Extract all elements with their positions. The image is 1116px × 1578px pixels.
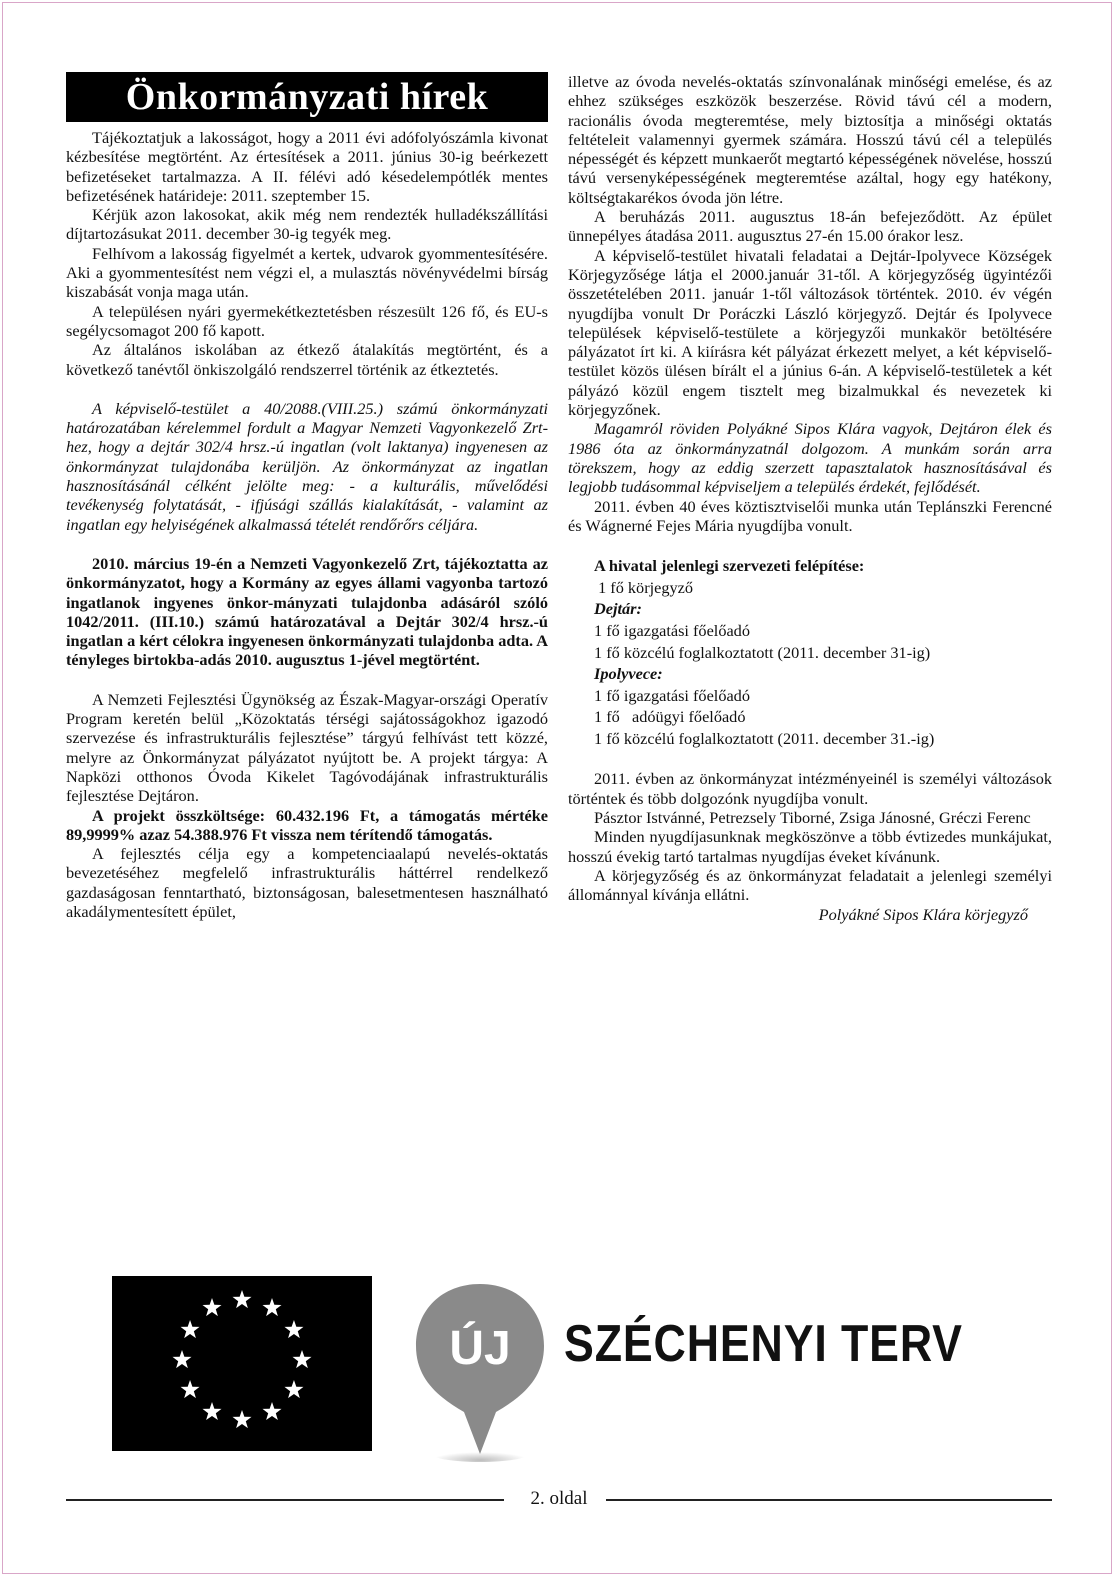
paragraph: Minden nyugdíjasunknak megköszönve a több évtizedes munkájukat, hosszú évekig tartó tartalmas nyugdíjas éveket kívánunk. (568, 827, 1052, 866)
pin-text: ÚJ (449, 1322, 511, 1375)
left-column (66, 72, 548, 921)
italic-paragraph: Magamról röviden Polyákné Sipos Klára vagyok, Dejtáron élek és 1986 óta az önkormányzatnál dolgozom. A munkám során arra törekszem, hogy az eddig szerzett tapasztalatok hasznosításával és legjobb tudásommal képviseljem a település érdekét, fejlődését. (568, 419, 1052, 497)
org-label-ipolyvece: Ipolyvece: (594, 664, 663, 684)
eu-flag-icon (112, 1276, 372, 1451)
section-title: Önkormányzati hírek (66, 72, 548, 122)
star-icon (172, 1350, 191, 1368)
star-icon (181, 1320, 200, 1338)
paragraph: A képviselő-testület hivatali feladatai a Dejtár-Ipolyvece Községek Körjegyzősége látja el 2000.január 31-től. A körjegyzőség ügyintézői összetételében 2011. január 1-től változások történtek. 2010. év végén nyugdíjba vonult Dr Poráczki László körjegyző. Dejtár és Ipolyvece települések képviselő-testülete a körjegyzői munkakör betöltésére pályázatot írt ki. A kiírásra két pályázat érkezett melyet, a két képviselő-testület közös ülésen bírált el a június 6-án. A képviselő-testületek a két pályázó közül engem tisztelt meg bizalmukkal és nevezetek ki körjegyzőnek. (568, 245, 1052, 420)
org-item: 1 fő közcélú foglalkoztatott (2011. december 31-ig) (594, 642, 931, 662)
goal-paragraph: A fejlesztés célja egy a kompetenciaalapú nevelés-oktatás bevezetéséhez megfelelő infrastrukturális háttérrel rendelkező gazdaságosan fenntartható, biztonságosan, balesetmentesen használható akadálymentesített épület, (66, 844, 548, 921)
star-icon (292, 1350, 311, 1368)
star-icon (262, 1402, 281, 1420)
org-item: 1 fő igazgatási főelőadó (594, 620, 750, 640)
italic-paragraph: A képviselő-testület a 40/2088.(VIII.25.) számú önkormányzati határozatában kérelemmel fordult a Magyar Nemzeti Vagyonkezelő Zrt-hez, hogy a dejtár 302/4 hrsz.-ú ingatlan (volt laktanya) ingyenesen az önkormányzat tulajdonába kerüljön. Az önkormányzat az ingatlan hasznosításánál célként jelölte meg: - a kulturális, művelődési tevékenység folytatását, - ifjúsági szállás kialakítását, - valamint az ingatlan egy helyiségének alkalmassá tételét rendőrőrs céljára. (66, 398, 548, 534)
retire-paragraph: 2011. évben 40 éves köztisztviselői munka után Teplánszki Ferencné és Wágnerné Fejes Mária nyugdíjba vonult. (568, 496, 1052, 535)
star-icon (284, 1320, 303, 1338)
star-icon (262, 1298, 281, 1316)
org-item: 1 fő körjegyző (594, 577, 694, 597)
right-column (568, 72, 1052, 924)
paragraph: A beruházás 2011. augusztus 18-án befejeződött. Az épület ünnepélyes átadása 2011. augusztus 27-én 15.00 órakor lesz. (568, 207, 1052, 246)
org-heading: A hivatal jelenlegi szervezeti felépítése: (594, 556, 865, 576)
map-pin-icon (410, 1276, 560, 1476)
star-icon (232, 1410, 251, 1428)
org-item: 1 fő közcélú foglalkoztatott (2011. december 31.-ig) (594, 728, 935, 748)
star-icon (232, 1290, 251, 1308)
logos (112, 1276, 1032, 1476)
org-label-dejtar: Dejtár: (594, 599, 642, 619)
bold-paragraph: 2010. március 19-én a Nemzeti Vagyonkezelő Zrt, tájékoztatta az önkormányzatot, hogy a Kormány az egyes állami vagyonba tartozó ingatlanok ingyenes önkor-mányzati tulajdonba adásáról szóló 1042/2011. (III.10.) számú határozatával a Dejtár 302/4 hrsz.-ú ingatlan a kért célokra ingyenesen önkormányzati tulajdonba adta. A tényleges birtokba-adás 2010. augusztus 1-jével megtörtént. (66, 553, 548, 670)
org-item: 1 fő igazgatási főelőadó (594, 685, 750, 705)
footer-rule-left (66, 1499, 504, 1501)
paragraph: A településen nyári gyermekétkeztetésben részesült 126 fő, és EU-s segélycsomagot 200 fő kapott. (66, 301, 548, 340)
paragraph: Tájékoztatjuk a lakosságot, hogy a 2011 évi adófolyószámla kivonat kézbesítése megtörtént. Az értesítések a 2011. június 30-ig beérkezett befizetéseket tartalmazza. A II. félévi adó késedelempótlék mentes befizetésének határideje: 2011. szeptember 15. (66, 128, 548, 205)
org-structure (594, 555, 1052, 749)
page-number: 2. oldal (530, 1488, 588, 1509)
star-icon (284, 1380, 303, 1398)
footer (66, 1488, 1052, 1510)
paragraph: 2011. évben az önkormányzat intézményeinél is személyi változások történtek és több dolgozónk nyugdíjba vonult. (568, 769, 1052, 808)
org-item: 1 fő adóügyi főelőadó (594, 707, 746, 727)
footer-rule-right (606, 1499, 1052, 1501)
paragraph: A körjegyzőség és az önkormányzat feladatait a jelenlegi személyi állománnyal kívánja ellátni. (568, 865, 1052, 905)
paragraph: Kérjük azon lakosokat, akik még nem rendezték hulladékszállítási díjtartozásukat 2011. december 30-ig tegyék meg. (66, 205, 548, 244)
paragraph: Az általános iskolában az étkező átalakítás megtörtént, és a következő tanévtől önkiszolgáló rendszerrel történik az étkeztetés. (66, 340, 548, 379)
paragraph: Felhívom a lakosság figyelmét a kertek, udvarok gyommentesítésére. Aki a gyommentesítést nem végzi el, a mulasztás növényvédelmi bírság kiszabását vonja maga után. (66, 243, 548, 302)
star-icon (202, 1298, 221, 1316)
project-paragraph: A Nemzeti Fejlesztési Ügynökség az Észak-Magyar-országi Operatív Program keretén belül „Közoktatás térségi sajátosságokhoz igazodó szervezése és infrastrukturális fejlesztése” tárgyú felhívást tett közzé, melyre az Önkormányzat pályázatot nyújtott be. A projekt tárgya: A Napközi otthonos Óvoda Kikelet Tagóvodájának infrastrukturális fejlesztése Dejtáron. (66, 689, 548, 806)
continuation-paragraph: illetve az óvoda nevelés-oktatás színvonalának minőségi emelése, és az ehhez szükséges eszközök beszerzése. Rövid távú cél a modern, racionális óvoda megteremtése, mely biztosítja a minőségi oktatás feltételeit valamennyi gyermek számára. Hosszú távú cél a település népességét és képzett munkaerőt megtartó képességének növelése, hosszú távú versenyképességének megteremtése azáltal, hogy egy hatékony, költségtakarékos óvoda jön létre. (568, 72, 1052, 207)
star-icon (202, 1402, 221, 1420)
cost-paragraph: A projekt összköltsége: 60.432.196 Ft, a támogatás mértéke 89,9999% azaz 54.388.976 Ft vissza nem térítendő támogatás. (66, 805, 548, 844)
signature: Polyákné Sipos Klára körjegyző (818, 904, 1028, 924)
paragraph: Pásztor Istvánné, Petrezsely Tiborné, Zsiga Jánosné, Gréczi Ferenc (594, 808, 1031, 828)
star-icon (181, 1380, 200, 1398)
szechenyi-terv-logo-text: SZÉCHENYI TERV (564, 1315, 963, 1373)
